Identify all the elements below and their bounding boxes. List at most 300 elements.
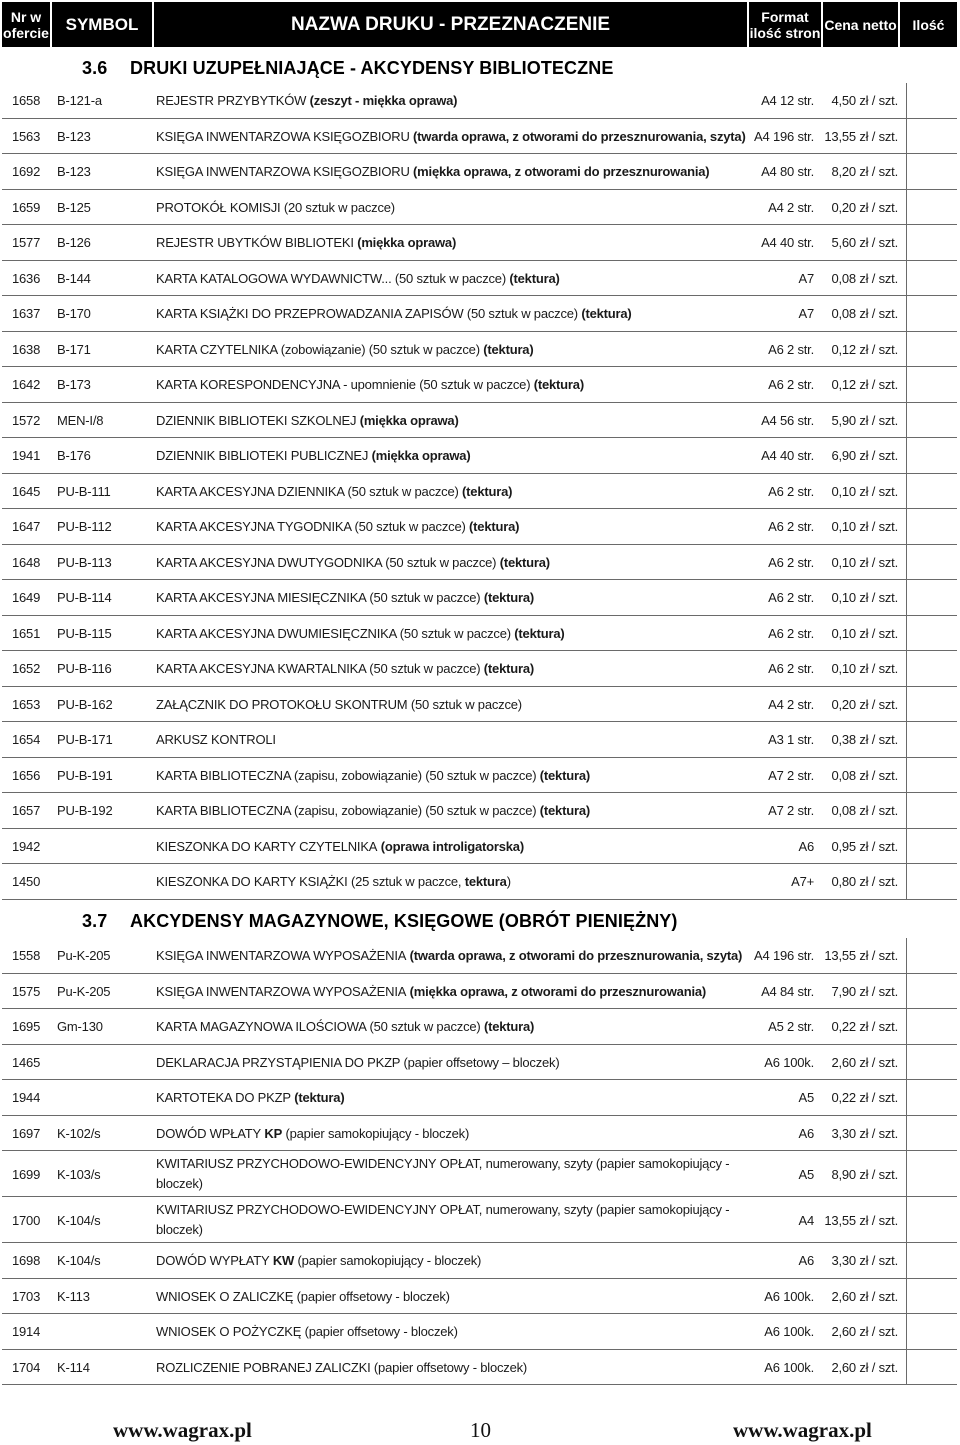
row-price: 0,08 zł / szt. <box>831 767 898 783</box>
row-symbol: Pu-K-205 <box>57 948 111 964</box>
row-symbol: B-123 <box>57 164 91 180</box>
row-symbol: B-176 <box>57 448 91 464</box>
row-name-text: KARTA KORESPONDENCYJNA - upomnienie (50 sztuk w paczce) <box>156 377 531 393</box>
row-price: 7,90 zł / szt. <box>831 983 898 999</box>
row-quantity-cell[interactable] <box>905 938 955 974</box>
row-name-bold: (tektura) <box>510 625 565 641</box>
row-name-text: WNIOSEK O POŻYCZKĘ (papier offsetowy - bloczek) <box>156 1324 458 1340</box>
table-row <box>0 864 960 900</box>
row-name <box>156 758 590 794</box>
row-nr: 1637 <box>12 306 41 322</box>
row-name <box>156 296 632 332</box>
row-nr: 1572 <box>12 412 41 428</box>
row-price: 0,20 zł / szt. <box>831 696 898 712</box>
row-quantity-cell[interactable] <box>905 722 955 758</box>
row-price: 0,12 zł / szt. <box>831 341 898 357</box>
header-name: NAZWA DRUKU - PRZEZNACZENIE <box>290 13 611 35</box>
row-name-text: KARTA BIBLIOTECZNA (zapisu, zobowiązanie) (50 sztuk w paczce) <box>156 767 537 783</box>
row-quantity-cell[interactable] <box>905 974 955 1010</box>
row-nr: 1649 <box>12 590 41 606</box>
row-nr: 1704 <box>12 1359 41 1375</box>
row-quantity-cell[interactable] <box>905 332 955 368</box>
header-format: Format ilość stron <box>749 8 821 41</box>
table-row <box>0 758 960 794</box>
row-name-text: REJESTR UBYTKÓW BIBLIOTEKI <box>156 235 354 251</box>
row-name-text: KARTA CZYTELNIKA (zobowiązanie) (50 sztuk w paczce) <box>156 341 480 357</box>
table-row <box>0 1314 960 1350</box>
table-row <box>0 261 960 297</box>
row-price: 0,80 zł / szt. <box>831 874 898 890</box>
row-name-bold: (oprawa introligatorska) <box>377 838 524 854</box>
row-nr: 1465 <box>12 1054 41 1070</box>
table-row <box>0 651 960 687</box>
row-price: 13,55 zł / szt. <box>824 128 898 144</box>
row-quantity-cell[interactable] <box>905 1314 955 1350</box>
row-format: A6 2 str. <box>768 377 814 393</box>
row-quantity-cell[interactable] <box>905 545 955 581</box>
table-row <box>0 616 960 652</box>
row-symbol: B-121-a <box>57 93 102 109</box>
row-name-bold: (tektura) <box>465 519 520 535</box>
row-nr: 1700 <box>12 1212 41 1228</box>
row-format: A6 100k. <box>764 1054 814 1070</box>
row-quantity-cell[interactable] <box>905 1080 955 1116</box>
row-name <box>156 261 560 297</box>
page-number: 10 <box>470 1418 491 1442</box>
row-name <box>156 190 395 226</box>
table-row <box>0 1279 960 1315</box>
table-row <box>0 332 960 368</box>
row-quantity-cell[interactable] <box>905 154 955 190</box>
row-symbol: PU-B-113 <box>57 554 112 570</box>
row-quantity-cell[interactable] <box>905 580 955 616</box>
row-format: A4 80 str. <box>761 164 814 180</box>
row-name-bold: (miękka oprawa, z otworami do przesznurowania) <box>409 164 710 180</box>
row-symbol: PU-B-192 <box>57 803 113 819</box>
row-name <box>156 938 742 974</box>
table-row <box>0 509 960 545</box>
row-nr: 1657 <box>12 803 41 819</box>
row-quantity-cell[interactable] <box>905 83 955 119</box>
header-symbol: SYMBOL <box>65 14 139 34</box>
row-name-text: KARTA BIBLIOTECZNA (zapisu, zobowiązanie) (50 sztuk w paczce) <box>156 803 537 819</box>
row-name <box>156 438 470 474</box>
table-row <box>0 974 960 1010</box>
row-quantity-cell[interactable] <box>905 438 955 474</box>
table-row <box>0 403 960 439</box>
table-row <box>0 687 960 723</box>
row-nr: 1577 <box>12 235 41 251</box>
row-nr: 1645 <box>12 483 41 499</box>
row-format: A4 40 str. <box>761 448 814 464</box>
row-name <box>156 793 590 829</box>
row-format: A6 2 str. <box>768 661 814 677</box>
row-price: 0,12 zł / szt. <box>831 377 898 393</box>
row-name <box>156 722 276 758</box>
row-price: 0,10 zł / szt. <box>831 661 898 677</box>
section-number: 3.6 <box>82 58 108 78</box>
row-name-bold: (tektura) <box>480 661 535 677</box>
row-price: 13,55 zł / szt. <box>824 1212 898 1228</box>
row-name-text: KWITARIUSZ PRZYCHODOWO-EWIDENCYJNY OPŁAT, numerowany, szyty (papier samokopiujący - bloczek) <box>156 1156 730 1191</box>
row-price: 6,90 zł / szt. <box>831 448 898 464</box>
row-name-bold: (tektura) <box>290 1090 345 1106</box>
row-quantity-cell[interactable] <box>905 1197 955 1243</box>
row-price: 3,30 zł / szt. <box>831 1253 898 1269</box>
row-name <box>156 1314 458 1350</box>
row-quantity-cell[interactable] <box>905 296 955 332</box>
row-name <box>156 332 533 368</box>
row-price: 0,08 zł / szt. <box>831 270 898 286</box>
row-symbol: PU-B-171 <box>57 732 113 748</box>
row-quantity-cell[interactable] <box>905 1243 955 1279</box>
row-nr: 1638 <box>12 341 41 357</box>
row-format: A5 2 str. <box>768 1019 814 1035</box>
row-symbol: B-170 <box>57 306 91 322</box>
row-quantity-cell[interactable] <box>905 1279 955 1315</box>
row-symbol: Gm-130 <box>57 1019 103 1035</box>
row-name-bold: tektura <box>461 874 507 890</box>
row-name <box>156 1116 469 1152</box>
row-nr: 1692 <box>12 164 41 180</box>
row-name-text: KARTA AKCESYJNA DWUMIESIĘCZNIKA (50 sztuk w paczce) <box>156 625 511 641</box>
row-nr: 1658 <box>12 93 41 109</box>
row-name-text: KARTA AKCESYJNA DZIENNIKA (50 sztuk w paczce) <box>156 483 459 499</box>
row-quantity-cell[interactable] <box>905 509 955 545</box>
table-row <box>0 545 960 581</box>
row-name-bold: (tektura) <box>536 767 590 783</box>
row-nr: 1636 <box>12 270 41 286</box>
row-format: A7 <box>798 270 814 286</box>
row-quantity-cell[interactable] <box>905 793 955 829</box>
row-nr: 1659 <box>12 199 41 215</box>
row-format: A4 196 str. <box>754 948 814 964</box>
row-quantity-cell[interactable] <box>905 1045 955 1081</box>
row-name-text: ROZLICZENIE POBRANEJ ZALICZKI (papier offsetowy - bloczek) <box>156 1359 528 1375</box>
row-price: 13,55 zł / szt. <box>824 948 898 964</box>
row-symbol: B-171 <box>57 341 91 357</box>
row-quantity-cell[interactable] <box>905 190 955 226</box>
row-nr: 1656 <box>12 767 41 783</box>
row-symbol: PU-B-111 <box>57 483 111 499</box>
row-name-bold: (miękka oprawa) <box>368 448 471 464</box>
row-price: 5,90 zł / szt. <box>831 412 898 428</box>
row-format: A4 2 str. <box>768 696 814 712</box>
row-name <box>156 651 534 687</box>
table-row <box>0 793 960 829</box>
row-name-text: DOWÓD WYPŁATY <box>156 1253 270 1269</box>
row-quantity-cell[interactable] <box>905 261 955 297</box>
row-price: 0,08 zł / szt. <box>831 306 898 322</box>
row-symbol: PU-B-115 <box>57 625 112 641</box>
row-name <box>156 1243 481 1279</box>
row-name <box>156 687 522 723</box>
table-row <box>0 190 960 226</box>
row-format: A6 100k. <box>764 1324 814 1340</box>
row-name-bold: (tektura) <box>480 590 535 606</box>
row-name <box>156 1009 534 1045</box>
row-name-text: KSIĘGA INWENTARZOWA WYPOSAŻENIA <box>156 948 407 964</box>
row-name-tail: (papier samokopiujący - bloczek) <box>282 1125 470 1141</box>
row-format: A6 <box>798 838 814 854</box>
row-format: A6 2 str. <box>768 554 814 570</box>
table-row <box>0 296 960 332</box>
row-price: 8,20 zł / szt. <box>831 164 898 180</box>
table-row <box>0 474 960 510</box>
row-symbol: PU-B-116 <box>57 661 112 677</box>
row-format: A4 84 str. <box>761 983 814 999</box>
row-name <box>156 474 512 510</box>
row-name <box>156 864 511 900</box>
row-format: A6 100k. <box>764 1359 814 1375</box>
row-nr: 1558 <box>12 948 41 964</box>
row-name-bold: (tektura) <box>577 306 632 322</box>
row-symbol: K-102/s <box>57 1125 101 1141</box>
row-name-bold: (tektura) <box>480 1019 535 1035</box>
row-name-bold: (tektura) <box>479 341 534 357</box>
row-symbol: B-173 <box>57 377 91 393</box>
row-nr: 1642 <box>12 377 41 393</box>
row-name <box>156 1279 450 1315</box>
row-quantity-cell[interactable] <box>905 225 955 261</box>
row-quantity-cell[interactable] <box>905 829 955 865</box>
row-price: 0,38 zł / szt. <box>831 732 898 748</box>
row-name-bold: KW <box>269 1253 295 1269</box>
row-symbol: B-125 <box>57 199 91 215</box>
row-quantity-cell[interactable] <box>905 119 955 155</box>
row-nr: 1647 <box>12 519 41 535</box>
row-name <box>156 225 456 261</box>
table-row <box>0 938 960 974</box>
row-name <box>156 83 457 119</box>
row-name <box>156 974 706 1010</box>
row-format: A7 2 str. <box>768 767 814 783</box>
row-name-text: DEKLARACJA PRZYSTĄPIENIA DO PKZP (papier offsetowy – bloczek) <box>156 1054 560 1070</box>
row-name <box>156 509 519 545</box>
footer-url-right[interactable]: www.wagrax.pl <box>733 1418 872 1442</box>
row-quantity-cell[interactable] <box>905 474 955 510</box>
row-quantity-cell[interactable] <box>905 758 955 794</box>
table-row <box>0 1116 960 1152</box>
row-symbol: K-113 <box>57 1288 90 1304</box>
row-format: A4 12 str. <box>761 93 814 109</box>
row-name-text: DZIENNIK BIBLIOTEKI SZKOLNEJ <box>156 412 357 428</box>
row-name-bold: (twarda oprawa, z otworami do przesznurowania, szyta) <box>406 948 743 964</box>
row-name <box>156 1080 344 1116</box>
row-nr: 1941 <box>12 448 41 464</box>
row-name-bold: (miękka oprawa) <box>353 235 457 251</box>
section-heading: DRUKI UZUPEŁNIAJĄCE - AKCYDENSY BIBLIOTECZNE <box>130 58 614 78</box>
row-format: A6 2 str. <box>768 483 814 499</box>
row-quantity-cell[interactable] <box>905 1009 955 1045</box>
table-row <box>0 829 960 865</box>
table-header <box>2 2 957 47</box>
table-row <box>0 438 960 474</box>
table-row <box>0 1009 960 1045</box>
row-name <box>156 616 565 652</box>
row-name-text: ARKUSZ KONTROLI <box>156 732 276 748</box>
row-name-text: KARTA KATALOGOWA WYDAWNICTW... (50 sztuk w paczce) <box>156 270 506 286</box>
table-row <box>0 367 960 403</box>
header-nr: Nr w ofercie <box>3 8 49 41</box>
row-name <box>156 403 459 439</box>
row-symbol: PU-B-191 <box>57 767 113 783</box>
row-price: 0,22 zł / szt. <box>831 1090 898 1106</box>
header-qty: Ilość <box>912 16 945 33</box>
row-quantity-cell[interactable] <box>905 687 955 723</box>
row-price: 0,10 zł / szt. <box>831 519 898 535</box>
row-format: A4 40 str. <box>761 235 814 251</box>
row-name <box>156 1197 746 1243</box>
row-symbol: B-123 <box>57 128 91 144</box>
row-price: 2,60 zł / szt. <box>831 1324 898 1340</box>
row-format: A4 56 str. <box>761 412 814 428</box>
row-name-text: PROTOKÓŁ KOMISJI (20 sztuk w paczce) <box>156 199 395 215</box>
table-row <box>0 1197 960 1243</box>
row-name-bold: (zeszyt - miękka oprawa) <box>306 93 458 109</box>
row-name-text: KSIĘGA INWENTARZOWA KSIĘGOZBIORU <box>156 164 410 180</box>
row-name-bold: (tektura) <box>530 377 584 393</box>
row-name-text: REJESTR PRZYBYTKÓW <box>156 93 307 109</box>
row-format: A4 <box>798 1212 814 1228</box>
row-price: 0,95 zł / szt. <box>831 838 898 854</box>
footer-url-left[interactable]: www.wagrax.pl <box>113 1418 252 1442</box>
row-nr: 1698 <box>12 1253 41 1269</box>
section-number: 3.7 <box>82 911 108 931</box>
row-nr: 1652 <box>12 661 41 677</box>
row-quantity-cell[interactable] <box>905 616 955 652</box>
row-name <box>156 119 746 155</box>
row-name-bold: (miękka oprawa, z otworami do przesznurowania) <box>406 983 707 999</box>
row-name <box>156 580 534 616</box>
row-nr: 1651 <box>12 625 41 641</box>
row-nr: 1563 <box>12 128 41 144</box>
table-row <box>0 1080 960 1116</box>
row-symbol: PU-B-114 <box>57 590 112 606</box>
row-symbol: K-104/s <box>57 1212 101 1228</box>
row-name-text: KARTA AKCESYJNA TYGODNIKA (50 sztuk w paczce) <box>156 519 466 535</box>
row-name-bold: KP <box>260 1125 283 1141</box>
table-row <box>0 119 960 155</box>
row-price: 8,90 zł / szt. <box>831 1166 898 1182</box>
row-nr: 1648 <box>12 554 41 570</box>
row-price: 2,60 zł / szt. <box>831 1054 898 1070</box>
row-symbol: PU-B-112 <box>57 519 112 535</box>
row-symbol: K-103/s <box>57 1166 101 1182</box>
row-format: A4 2 str. <box>768 199 814 215</box>
row-name-text: KIESZONKA DO KARTY KSIĄŻKI (25 sztuk w paczce, <box>156 874 462 890</box>
row-price: 2,60 zł / szt. <box>831 1288 898 1304</box>
row-name-bold: (tektura) <box>458 483 513 499</box>
row-name <box>156 1350 527 1386</box>
table-row <box>0 1350 960 1386</box>
row-name-text: KARTA AKCESYJNA MIESIĘCZNIKA (50 sztuk w paczce) <box>156 590 481 606</box>
row-name-text: KARTA AKCESYJNA KWARTALNIKA (50 sztuk w paczce) <box>156 661 481 677</box>
row-nr: 1944 <box>12 1090 41 1106</box>
row-format: A6 2 str. <box>768 341 814 357</box>
row-quantity-cell[interactable] <box>905 367 955 403</box>
row-symbol: PU-B-162 <box>57 696 113 712</box>
row-quantity-cell[interactable] <box>905 403 955 439</box>
row-format: A3 1 str. <box>768 732 814 748</box>
row-name-text: KSIĘGA INWENTARZOWA KSIĘGOZBIORU <box>156 128 410 144</box>
row-symbol: K-114 <box>57 1359 90 1375</box>
row-name-text: KIESZONKA DO KARTY CZYTELNIKA <box>156 838 378 854</box>
row-symbol: K-104/s <box>57 1253 101 1269</box>
row-nr: 1703 <box>12 1288 41 1304</box>
row-format: A6 <box>798 1253 814 1269</box>
table-row <box>0 580 960 616</box>
row-name-bold: (twarda oprawa, z otworami do przesznurowania, szyta) <box>409 128 746 144</box>
row-quantity-cell[interactable] <box>905 1350 955 1386</box>
table-row <box>0 1243 960 1279</box>
row-name-bold: (tektura) <box>505 270 560 286</box>
row-nr: 1695 <box>12 1019 41 1035</box>
row-format: A6 2 str. <box>768 590 814 606</box>
row-name-text: KSIĘGA INWENTARZOWA WYPOSAŻENIA <box>156 983 407 999</box>
row-symbol: Pu-K-205 <box>57 983 111 999</box>
row-format: A6 2 str. <box>768 519 814 535</box>
row-format: A6 <box>798 1125 814 1141</box>
row-format: A5 <box>798 1090 814 1106</box>
row-nr: 1654 <box>12 732 41 748</box>
row-name <box>156 367 584 403</box>
row-price: 4,50 zł / szt. <box>831 93 898 109</box>
row-format: A7 2 str. <box>768 803 814 819</box>
row-name-text: KARTA AKCESYJNA DWUTYGODNIKA (50 sztuk w paczce) <box>156 554 497 570</box>
row-price: 0,10 zł / szt. <box>831 590 898 606</box>
row-quantity-cell[interactable] <box>905 651 955 687</box>
table-row <box>0 722 960 758</box>
row-name-tail: ) <box>506 874 511 890</box>
row-nr: 1914 <box>12 1324 41 1340</box>
row-price: 2,60 zł / szt. <box>831 1359 898 1375</box>
row-format: A6 100k. <box>764 1288 814 1304</box>
row-nr: 1450 <box>12 874 41 890</box>
row-price: 0,08 zł / szt. <box>831 803 898 819</box>
header-price: Cena netto <box>824 16 897 33</box>
row-name <box>156 829 524 865</box>
table-row <box>0 225 960 261</box>
table-row <box>0 1045 960 1081</box>
table-row <box>0 83 960 119</box>
row-price: 0,10 zł / szt. <box>831 554 898 570</box>
row-name <box>156 1151 746 1197</box>
row-price: 0,22 zł / szt. <box>831 1019 898 1035</box>
row-price: 5,60 zł / szt. <box>831 235 898 251</box>
row-symbol: B-126 <box>57 235 91 251</box>
row-name-text: WNIOSEK O ZALICZKĘ (papier offsetowy - bloczek) <box>156 1288 450 1304</box>
row-nr: 1653 <box>12 696 41 712</box>
table-row <box>0 1151 960 1197</box>
row-quantity-cell[interactable] <box>905 864 955 900</box>
row-name-text: KWITARIUSZ PRZYCHODOWO-EWIDENCYJNY OPŁAT, numerowany, szyty (papier samokopiujący - bloczek) <box>156 1202 730 1237</box>
table-row <box>0 154 960 190</box>
row-price: 0,10 zł / szt. <box>831 483 898 499</box>
row-format: A7 <box>798 306 814 322</box>
row-name <box>156 154 709 190</box>
row-name-text: ZAŁĄCZNIK DO PROTOKOŁU SKONTRUM (50 sztuk w paczce) <box>156 696 522 712</box>
row-symbol: MEN-I/8 <box>57 412 104 428</box>
row-quantity-cell[interactable] <box>905 1151 955 1197</box>
row-name-bold: (tektura) <box>496 554 550 570</box>
row-nr: 1942 <box>12 838 41 854</box>
row-nr: 1575 <box>12 983 41 999</box>
row-format: A5 <box>798 1166 814 1182</box>
row-name-text: KARTOTEKA DO PKZP <box>156 1090 291 1106</box>
row-quantity-cell[interactable] <box>905 1116 955 1152</box>
row-name-text: DZIENNIK BIBLIOTEKI PUBLICZNEJ <box>156 448 369 464</box>
